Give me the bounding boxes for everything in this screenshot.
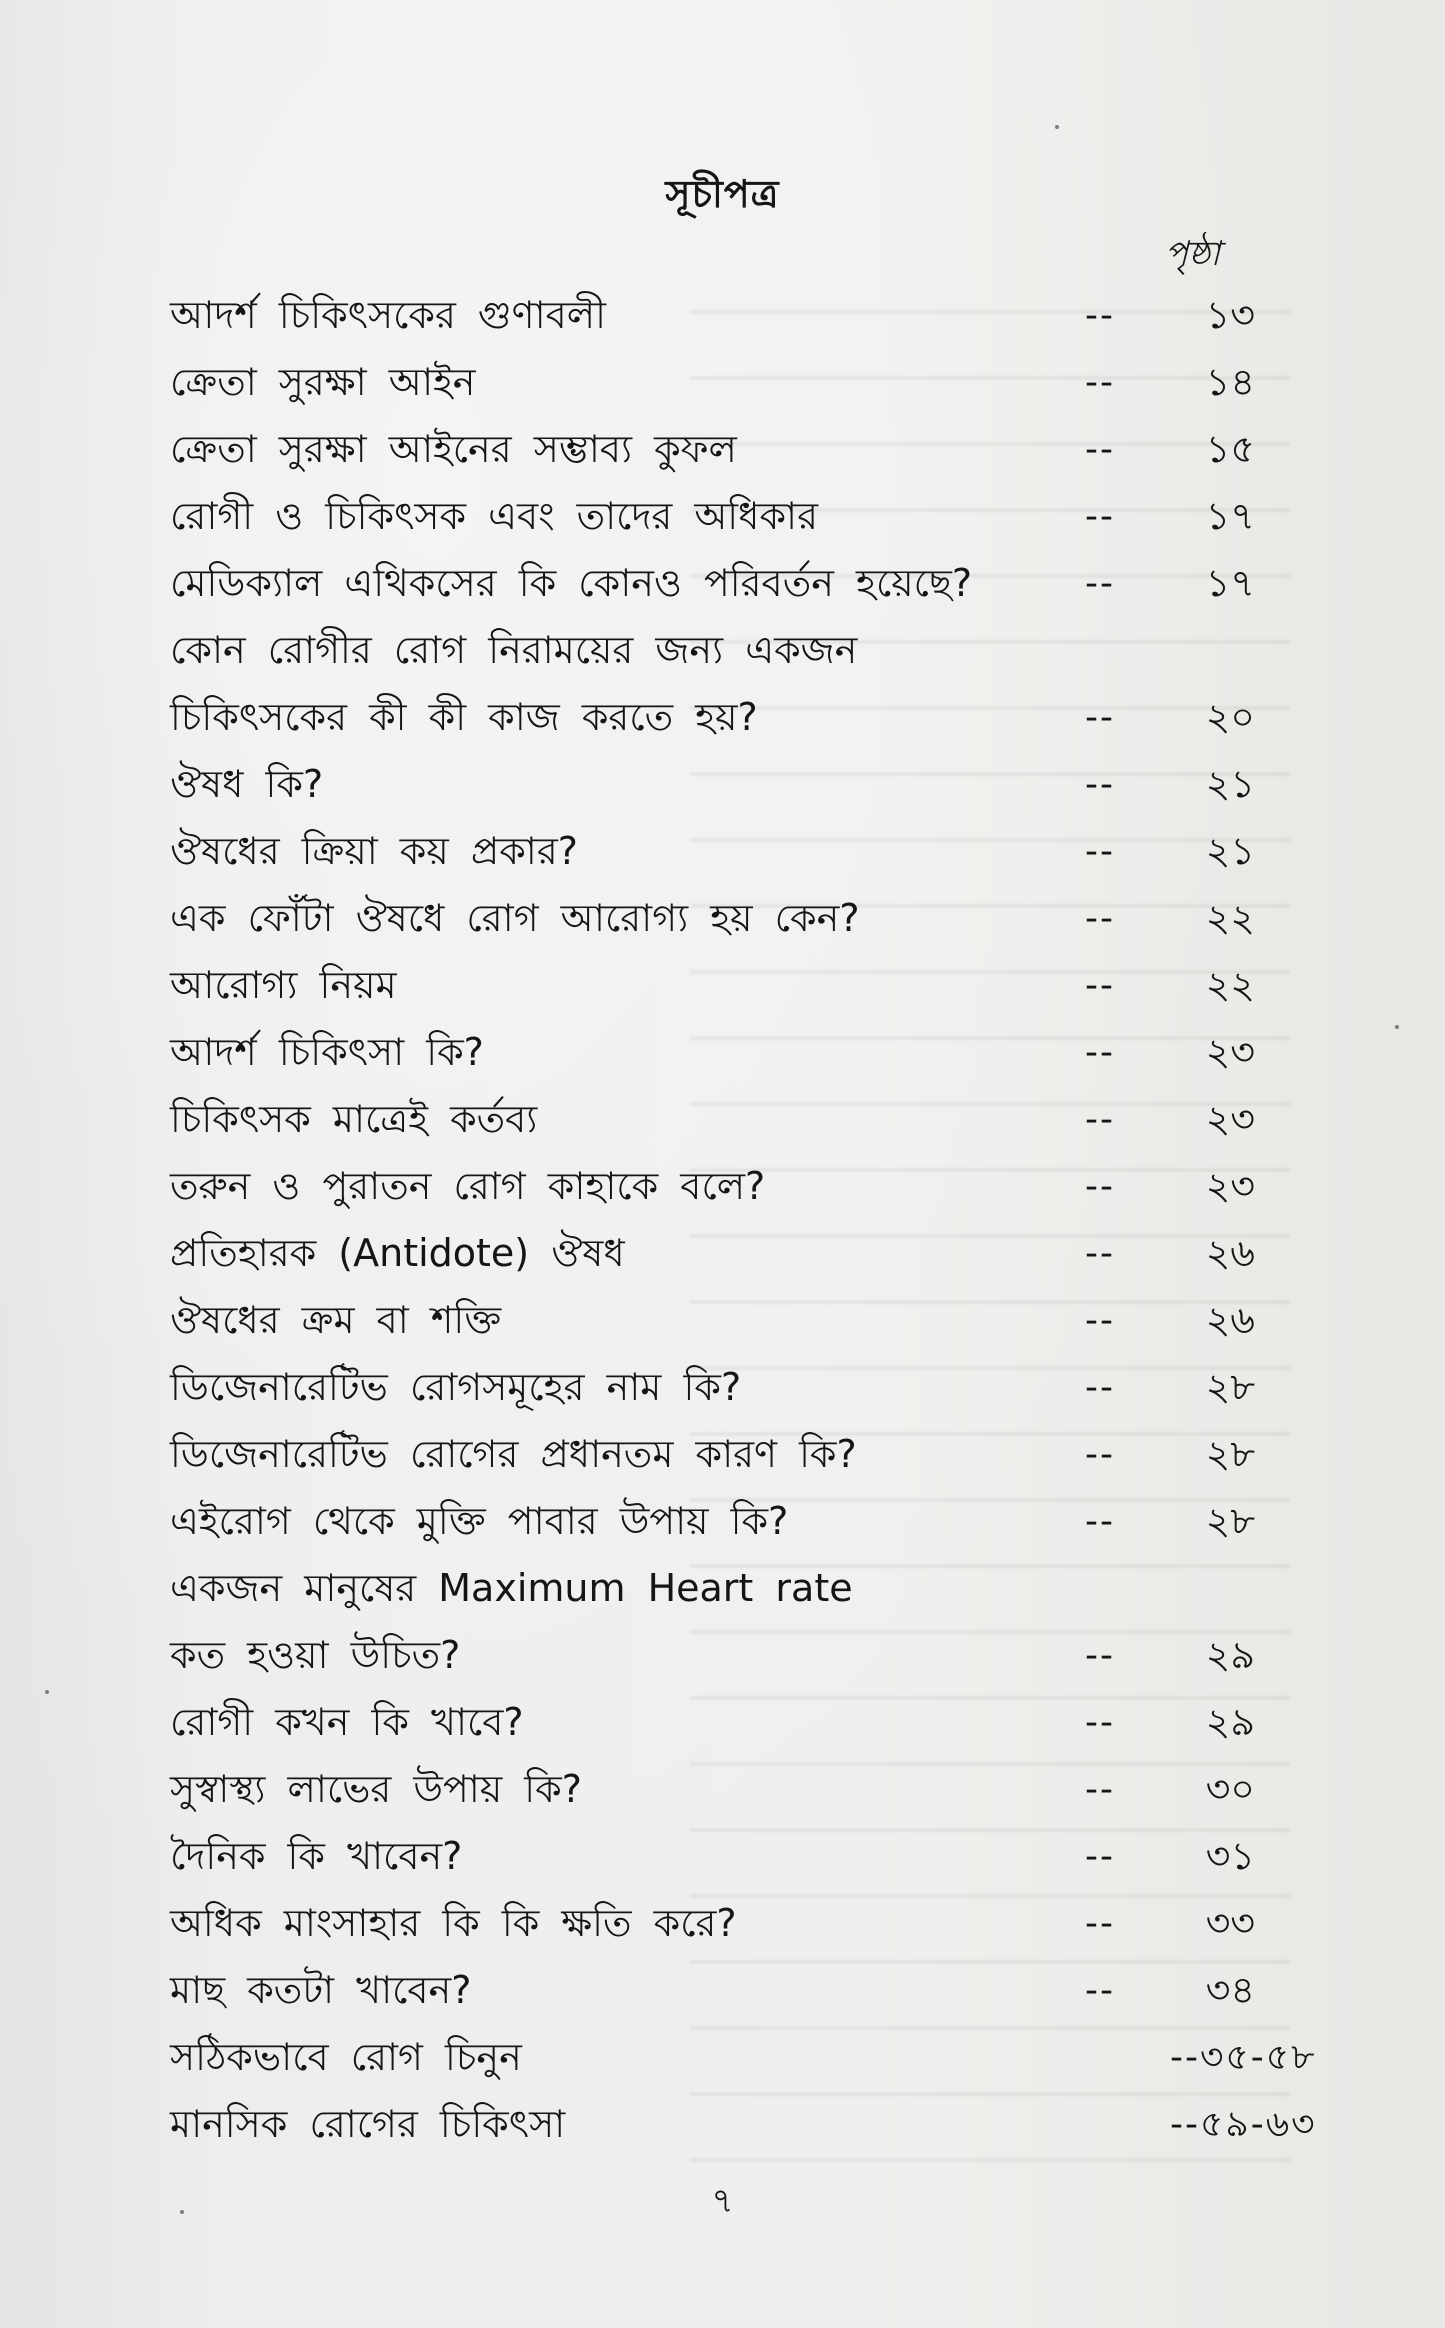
toc-entry-page-number: ২৩ [1205, 1097, 1255, 1141]
toc-entry-page-number: ২৬ [1205, 1231, 1255, 1275]
toc-entry-leader: -- [1085, 563, 1115, 604]
toc-entry-title: কোন রোগীর রোগ নিরাময়ের জন্য একজন [170, 628, 858, 672]
toc-entry-page-number: ২৯ [1205, 1700, 1255, 1744]
toc-entry-leader: -- [1085, 496, 1115, 537]
toc-entry [170, 1622, 1280, 1689]
toc-entry-leader: -- [1085, 1836, 1115, 1877]
toc-entry [170, 1689, 1280, 1756]
toc-entry-title: এক ফোঁটা ঔষধে রোগ আরোগ্য হয় কেন? [170, 896, 860, 940]
toc-entry-leader: -- [1085, 1769, 1115, 1810]
toc-entry-title: আদর্শ চিকিৎসা কি? [170, 1030, 484, 1074]
toc-entry-page-number: ২১ [1205, 829, 1255, 873]
toc-entry-page-number: ২২ [1205, 963, 1255, 1007]
table-of-contents [170, 282, 1317, 2158]
toc-entry [170, 416, 1280, 483]
toc-entry-leader: --৫৯-৬৩ [1170, 2104, 1317, 2145]
toc-entry-leader: -- [1085, 1635, 1115, 1676]
toc-entry-page-number: ১৭ [1205, 494, 1255, 538]
toc-entry-title: মাছ কতটা খাবেন? [170, 1968, 472, 2012]
toc-entry [170, 1220, 1280, 1287]
toc-entry-title: মানসিক রোগের চিকিৎসা [170, 2102, 566, 2146]
toc-entry-leader: -- [1085, 1501, 1115, 1542]
toc-entry-leader: -- [1085, 831, 1115, 872]
page-title: সূচীপত্র [665, 172, 780, 216]
toc-entry-page-number: ১৭ [1205, 561, 1255, 605]
toc-entry-page-number: ২৩ [1205, 1030, 1255, 1074]
toc-entry-page-number: ২৮ [1205, 1432, 1255, 1476]
toc-entry [170, 885, 1280, 952]
toc-entry-leader: -- [1085, 1903, 1115, 1944]
toc-entry-title: ক্রেতা সুরক্ষা আইন [170, 360, 476, 404]
toc-entry-page-number: ১৩ [1205, 293, 1255, 337]
toc-entry-leader: -- [1085, 1300, 1115, 1341]
toc-entry [170, 684, 1280, 751]
toc-entry [170, 617, 1280, 684]
toc-entry-title: চিকিৎসকের কী কী কাজ করতে হয়? [170, 695, 758, 739]
toc-entry [170, 952, 1280, 1019]
toc-entry [170, 1890, 1280, 1957]
toc-entry-title: ঔষধের ক্রিয়া কয় প্রকার? [170, 829, 578, 873]
toc-entry [170, 1354, 1280, 1421]
toc-entry-leader: -- [1085, 1434, 1115, 1475]
toc-entry-page-number: ২৮ [1205, 1365, 1255, 1409]
toc-entry-leader: -- [1085, 965, 1115, 1006]
toc-entry [170, 1287, 1280, 1354]
toc-entry-leader: -- [1085, 764, 1115, 805]
toc-entry-title: অধিক মাংসাহার কি কি ক্ষতি করে? [170, 1901, 737, 1945]
toc-entry-page-number: ২৯ [1205, 1633, 1255, 1677]
toc-entry-leader: --৩৫-৫৮ [1170, 2037, 1317, 2078]
toc-entry-title: ডিজেনারেটিভ রোগসমূহের নাম কি? [170, 1365, 742, 1409]
toc-entry-page-number: ৩৩ [1205, 1901, 1255, 1945]
toc-entry-leader: -- [1085, 1702, 1115, 1743]
toc-entry-title: এইরোগ থেকে মুক্তি পাবার উপায় কি? [170, 1499, 789, 1543]
page-column-header: পৃষ্ঠা [1165, 234, 1221, 274]
toc-entry-page-number: ১৫ [1205, 427, 1255, 471]
toc-entry [170, 282, 1280, 349]
paper-speck [1395, 1025, 1399, 1029]
toc-entry [170, 1488, 1280, 1555]
toc-entry-title: কত হওয়া উচিত? [170, 1633, 461, 1677]
toc-entry [170, 751, 1280, 818]
toc-entry [170, 483, 1280, 550]
toc-entry-title: সঠিকভাবে রোগ চিনুন [170, 2035, 522, 2079]
toc-entry-page-number: ১৪ [1205, 360, 1255, 404]
toc-entry-title: মেডিক্যাল এথিকসের কি কোনও পরিবর্তন হয়েছে? [170, 561, 973, 605]
toc-entry [170, 2024, 1317, 2091]
toc-entry-title: ঔষধ কি? [170, 762, 324, 806]
toc-entry [170, 818, 1280, 885]
toc-entry-leader: -- [1085, 362, 1115, 403]
toc-entry-title: প্রতিহারক (Antidote) ঔষধ [170, 1231, 625, 1275]
toc-entry [170, 1421, 1280, 1488]
toc-entry-page-number: ৩০ [1205, 1767, 1255, 1811]
toc-entry [170, 1823, 1280, 1890]
toc-entry [170, 2091, 1317, 2158]
toc-entry-leader: -- [1085, 429, 1115, 470]
toc-entry [170, 349, 1280, 416]
toc-entry-leader: -- [1085, 1166, 1115, 1207]
toc-entry-page-number: ৩১ [1205, 1834, 1255, 1878]
toc-entry-title: ক্রেতা সুরক্ষা আইনের সম্ভাব্য কুফল [170, 427, 737, 471]
toc-entry [170, 1086, 1280, 1153]
toc-entry-page-number: ২৬ [1205, 1298, 1255, 1342]
toc-entry-page-number: ২৩ [1205, 1164, 1255, 1208]
toc-entry-leader: -- [1085, 898, 1115, 939]
toc-entry-leader: -- [1085, 1233, 1115, 1274]
toc-entry-page-number: ২০ [1205, 695, 1255, 739]
toc-entry [170, 1957, 1280, 2024]
toc-entry-page-number: ৩৪ [1205, 1968, 1255, 2012]
toc-entry-title: চিকিৎসক মাত্রেই কর্তব্য [170, 1097, 538, 1141]
toc-entry [170, 1019, 1280, 1086]
toc-entry-title: আদর্শ চিকিৎসকের গুণাবলী [170, 293, 606, 337]
toc-entry-leader: -- [1085, 697, 1115, 738]
toc-entry-title: দৈনিক কি খাবেন? [170, 1834, 463, 1878]
toc-entry-leader: -- [1085, 1032, 1115, 1073]
toc-entry-leader: -- [1085, 1367, 1115, 1408]
toc-entry-page-number: ২৮ [1205, 1499, 1255, 1543]
toc-entry [170, 1756, 1280, 1823]
toc-entry-title: রোগী ও চিকিৎসক এবং তাদের অধিকার [170, 494, 818, 538]
toc-entry-title: রোগী কখন কি খাবে? [170, 1700, 524, 1744]
toc-entry-title: সুস্বাস্থ্য লাভের উপায় কি? [170, 1767, 582, 1811]
toc-entry [170, 550, 1280, 617]
toc-entry-leader: -- [1085, 1099, 1115, 1140]
footer-page-number: ৭ [711, 2181, 734, 2221]
paper-speck [180, 2210, 184, 2214]
toc-entry-leader: -- [1085, 295, 1115, 336]
paper-speck [45, 1690, 49, 1694]
toc-entry-title: তরুন ও পুরাতন রোগ কাহাকে বলে? [170, 1164, 766, 1208]
toc-entry-leader: -- [1085, 1970, 1115, 2011]
toc-entry [170, 1555, 1280, 1622]
toc-entry-page-number: ২১ [1205, 762, 1255, 806]
paper-speck [1055, 125, 1059, 129]
toc-entry-title: একজন মানুষের Maximum Heart rate [170, 1566, 853, 1610]
toc-entry-title: ডিজেনারেটিভ রোগের প্রধানতম কারণ কি? [170, 1432, 857, 1476]
toc-entry-title: ঔষধের ক্রম বা শক্তি [170, 1298, 502, 1342]
toc-entry-page-number: ২২ [1205, 896, 1255, 940]
toc-entry [170, 1153, 1280, 1220]
toc-entry-title: আরোগ্য নিয়ম [170, 963, 397, 1007]
